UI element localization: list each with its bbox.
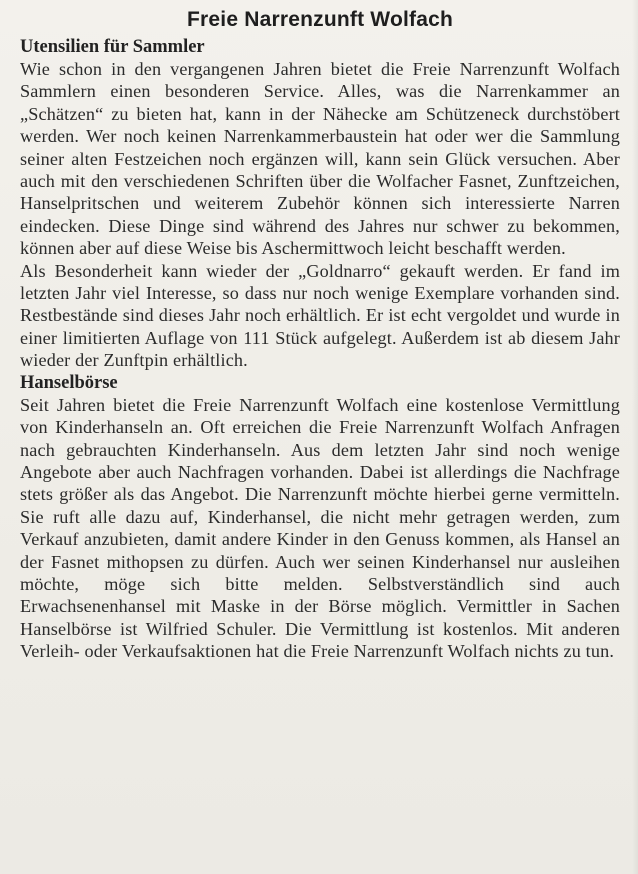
- paragraph-utensilien-2: Als Besonderheit kann wieder der „Goldnarro“ gekauft werden. Er fand im letzten Jahr viel Interesse, so dass nur noch wenige Exemplare vorhanden sind. Restbestände sind dieses Jahr noch erhältlich. Er ist echt vergoldet und wurde in einer limitierten Auflage von 111 Stück aufgelegt. Außerdem ist ab diesem Jahr wieder der Zunftpin erhältlich.: [20, 260, 620, 371]
- paragraph-utensilien-1: Wie schon in den vergangenen Jahren bietet die Freie Narrenzunft Wolfach Sammlern einen besonderen Service. Alles, was die Narrenkammer an „Schätzen“ zu bieten hat, kann in der Nähecke am Schützeneck durchstöbert werden. Wer noch keinen Narrenkammerbaustein hat oder wer die Sammlung seiner alten Festzeichen noch ergänzen will, kann sein Glück versuchen. Aber auch mit den verschiedenen Schriften über die Wolfacher Fasnet, Zunftzeichen, Hanselpritschen und weiterem Zubehör können sich interessierte Narren eindecken. Diese Dinge sind während des Jahres nur schwer zu bekommen, können aber auf diese Weise bis Aschermittwoch leicht beschafft werden.: [20, 59, 620, 259]
- section-heading-hanselboerse: Hanselbörse: [20, 372, 118, 393]
- paragraph-hanselboerse-1: Seit Jahren bietet die Freie Narrenzunft Wolfach eine kostenlose Vermittlung von Kinderhanseln an. Oft erreichen die Freie Narrenzunft Wolfach Anfragen nach gebrauchten Kinderhanseln. Aus dem letzten Jahr sind noch wenige Angebote aber auch Nachfragen vorhanden. Dabei ist allerdings die Nachfrage stets größer als das Angebot. Die Narrenzunft möchte hierbei gerne vermitteln. Sie ruft alle dazu auf, Kinderhansel, die nicht mehr getragen werden, zum Verkauf anzubieten, damit andere Kinder in den Genuss kommen, als Hansel an der Fasnet mithopsen zu dürfen. Auch wer seinen Kinderhansel nur ausleihen möchte, möge sich bitte melden. Selbstverständlich sind auch Erwachsenenhansel mit Maske in der Börse möglich. Vermittler in Sachen Hanselbörse ist Wilfried Schuler. Die Vermittlung ist kostenlos. Mit anderen Verleih- oder Verkaufsaktionen hat die Freie Narrenzunft Wolfach nichts zu tun.: [20, 394, 620, 662]
- paper-edge-shadow: [632, 0, 638, 874]
- article-title: Freie Narrenzunft Wolfach: [187, 8, 453, 31]
- section-heading-utensilien: Utensilien für Sammler: [20, 37, 205, 57]
